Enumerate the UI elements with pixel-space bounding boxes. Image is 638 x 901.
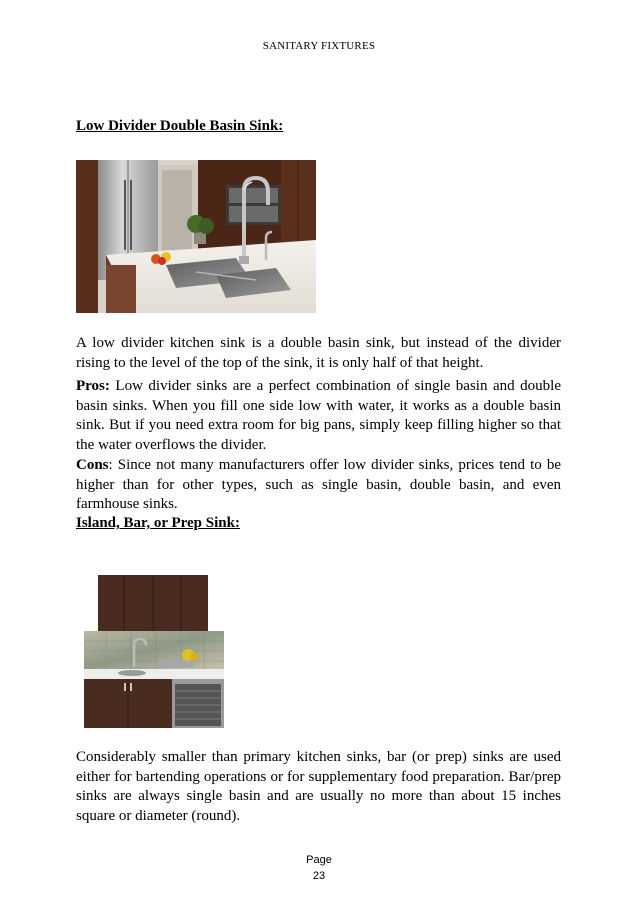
section-heading-bar-prep: Island, Bar, or Prep Sink: (76, 515, 240, 531)
section-heading-low-divider: Low Divider Double Basin Sink: (76, 118, 284, 134)
bar-prep-paragraph (76, 748, 561, 826)
page-footer (0, 852, 638, 884)
bar-prep-sink-photo (76, 575, 228, 728)
cons-text: : Since not many manufacturers offer low divider sinks, prices tend to be higher than for other types, such as single basin, double basin, and even farmhouse sinks. (76, 457, 561, 512)
pros-paragraph (76, 377, 561, 455)
kitchen-low-divider-sink-photo (76, 160, 316, 313)
bar-sink-illustration (76, 575, 228, 728)
cons-label: Cons (76, 457, 109, 473)
low-divider-intro-paragraph (76, 334, 561, 373)
page-label: Page (306, 854, 332, 866)
running-header: SANITARY FIXTURES (262, 40, 376, 52)
page-number: 23 (312, 870, 326, 882)
pros-text: Low divider sinks are a perfect combination of single basin and double basin sinks. When you fill one side low with water, it works as a double basin sink. But if you need extra room for big pans, simply keep filling higher so that the water overflows the divider. (76, 378, 561, 453)
pros-label: Pros: (76, 378, 110, 394)
kitchen-sink-illustration (76, 160, 316, 313)
cons-paragraph (76, 456, 561, 515)
bar-prep-text: Considerably smaller than primary kitchen sinks, bar (or prep) sinks are used either for bartending operations or for supplementary food preparation. Bar/prep sinks are always single basin and are usually no more than about 15 inches square or diameter (round). (76, 749, 561, 824)
low-divider-intro-text: A low divider kitchen sink is a double basin sink, but instead of the divider rising to the level of the top of the sink, it is only half of that height. (76, 335, 561, 371)
